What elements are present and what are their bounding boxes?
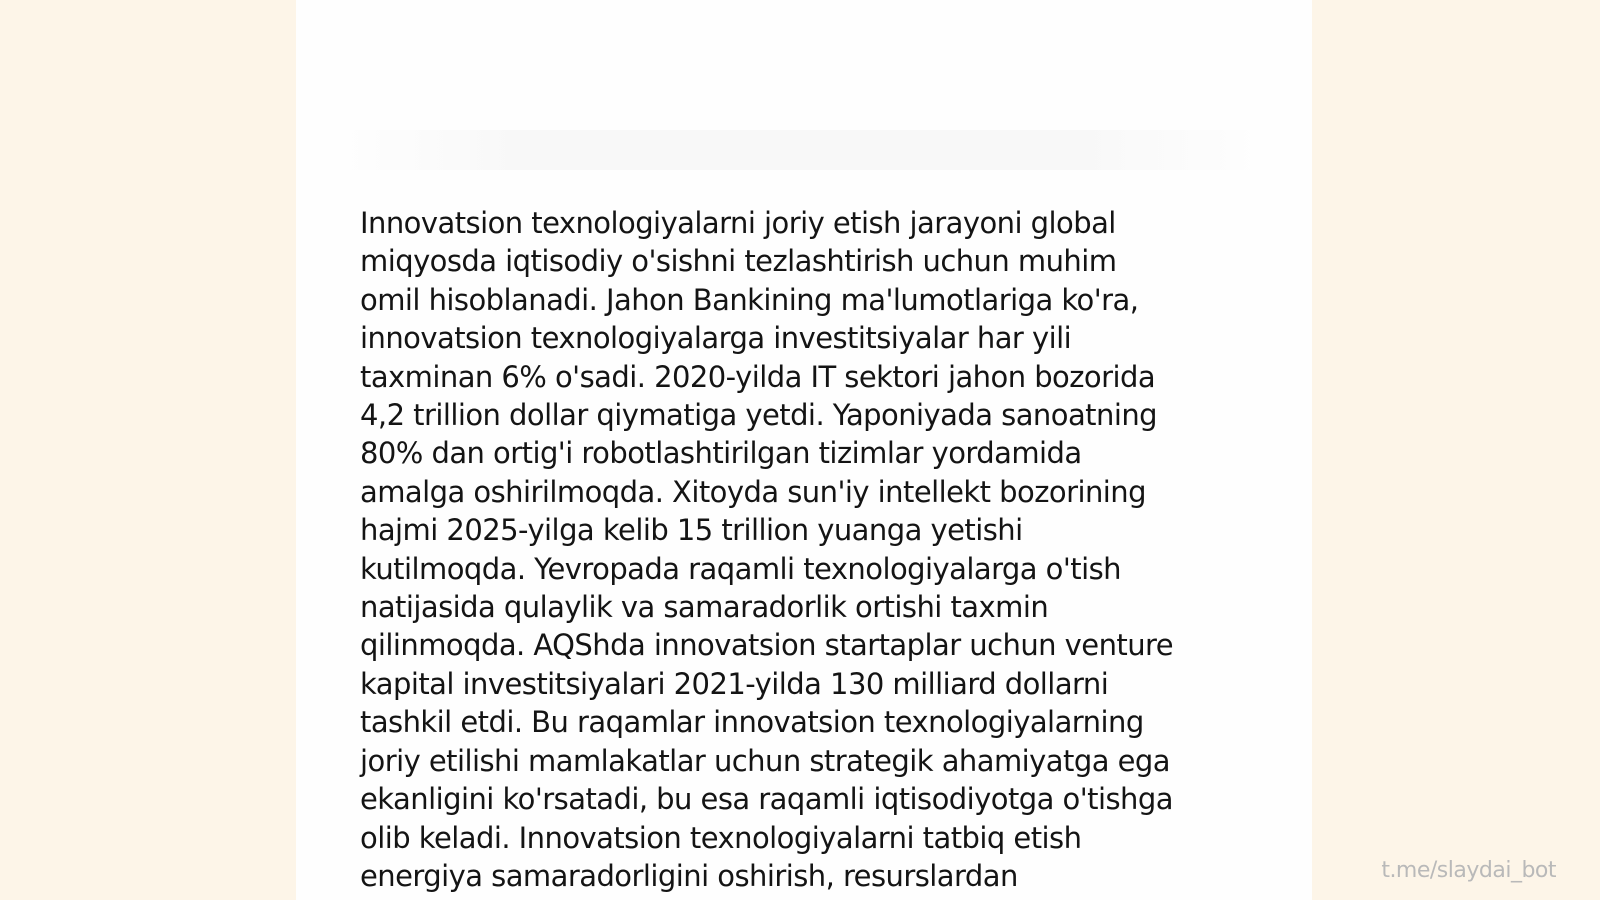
body-line: tashkil etdi. Bu raqamlar innovatsion texnologiyalarning [360, 705, 1144, 740]
body-line: energiya samaradorligini oshirish, resurslardan [360, 858, 1018, 893]
body-line: joriy etilishi mamlakatlar uchun strategik ahamiyatga ega [360, 743, 1170, 778]
body-line: ekanligini ko'rsatadi, bu esa raqamli iqtisodiyotga o'tishga [360, 782, 1173, 817]
body-line: olib keladi. Innovatsion texnologiyalarni tatbiq etish [360, 820, 1082, 855]
body-line: omil hisoblanadi. Jahon Bankining ma'lumotlariga ko'ra, [360, 282, 1139, 317]
body-line: innovatsion texnologiyalarga investitsiyalar har yili [360, 321, 1072, 356]
body-line: amalga oshirilmoqda. Xitoyda sun'iy intellekt bozorining [360, 474, 1146, 509]
left-margin [0, 0, 296, 900]
body-line: natijasida qulaylik va samaradorlik ortishi taxmin [360, 590, 1049, 625]
body-line: kutilmoqda. Yevropada raqamli texnologiyalarga o'tish [360, 551, 1122, 586]
body-line: 80% dan ortig'i robotlashtirilgan tizimlar yordamida [360, 436, 1082, 471]
slide [296, 0, 1312, 900]
body-line: Innovatsion texnologiyalarni joriy etish jarayoni global [360, 206, 1116, 240]
body-line: hajmi 2025-yilga kelib 15 trillion yuanga yetishi [360, 513, 1023, 548]
body-line: 4,2 trillion dollar qiymatiga yetdi. Yaponiyada sanoatning [360, 398, 1158, 433]
body-line: miqyosda iqtisodiy o'sishni tezlashtirish uchun muhim [360, 244, 1117, 279]
body-line: qilinmoqda. AQShda innovatsion startaplar uchun venture [360, 628, 1174, 663]
body-line: taxminan 6% o'sadi. 2020-yilda IT sektori jahon bozorida [360, 359, 1156, 394]
right-margin [1312, 0, 1600, 900]
watermark-link[interactable]: t.me/slaydai_bot [1381, 858, 1556, 883]
body-line: kapital investitsiyalari 2021-yilda 130 milliard dollarni [360, 666, 1109, 701]
body-paragraph [360, 204, 1240, 895]
faded-title-band [336, 130, 1266, 170]
